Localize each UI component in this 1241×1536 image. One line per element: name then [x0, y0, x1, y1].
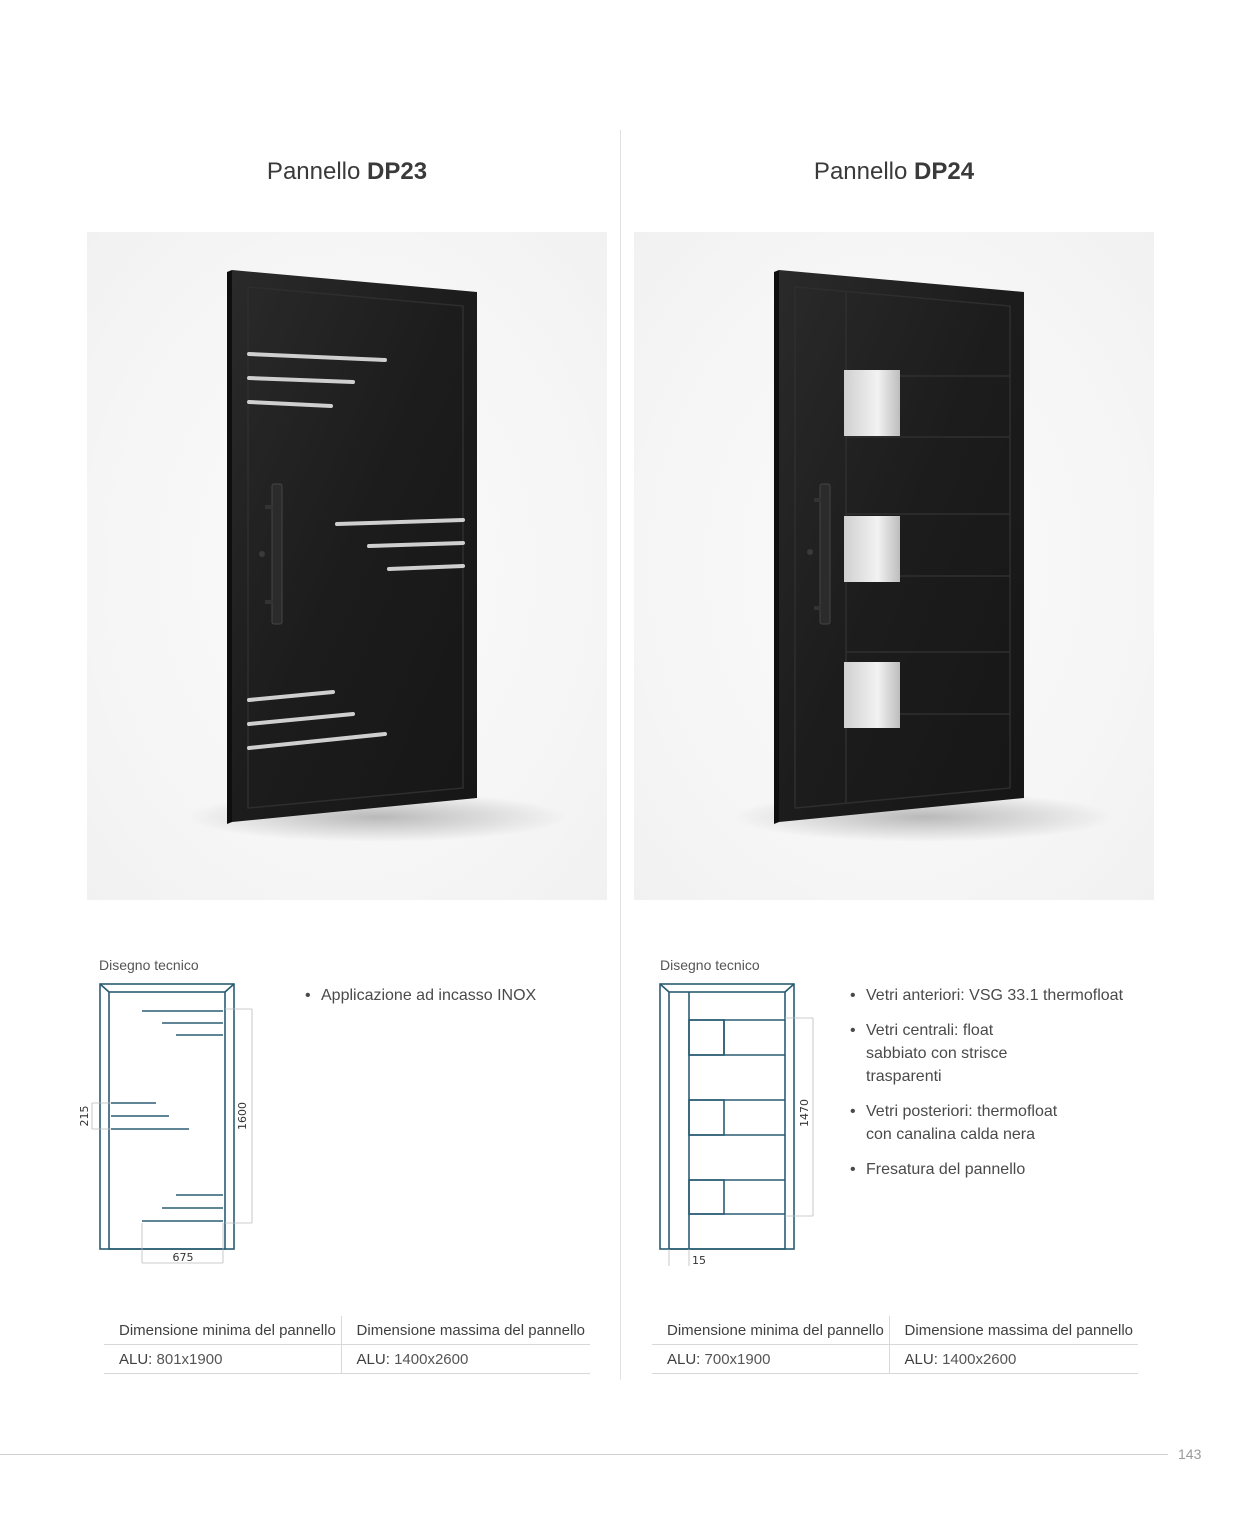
- dimension-table-dp23: [104, 1316, 590, 1374]
- min-dimension-cell: ALU: 801x1900: [104, 1345, 341, 1374]
- door-photo-dp23: [87, 232, 607, 900]
- dimension-table-dp24: [652, 1316, 1138, 1374]
- max-dimension-cell: ALU: 1400x2600: [341, 1345, 590, 1374]
- spec-item: • Applicazione ad incasso INOX: [303, 984, 583, 1007]
- dimension-margin-dp24: 15: [692, 1254, 706, 1267]
- drawing-caption-dp23: Disegno tecnico: [99, 957, 199, 973]
- min-dimension-header: Dimensione minima del pannello: [104, 1316, 341, 1345]
- page-number: 143: [1178, 1446, 1202, 1462]
- max-dimension-cell: ALU: 1400x2600: [889, 1345, 1138, 1374]
- footer-rule: [0, 1454, 1168, 1455]
- dimension-height-dp23: 1600: [236, 1102, 249, 1130]
- door-photo-dp24: [634, 232, 1154, 900]
- dimension-height-dp24: 1470: [798, 1099, 811, 1127]
- panel-title-dp23: Pannello DP23: [266, 158, 428, 185]
- spec-item: • Fresatura del pannello: [848, 1158, 1128, 1181]
- panel-title-dp24: Pannello DP24: [813, 158, 975, 185]
- spec-item: • Vetri centrali: float sabbiato con strisce trasparenti: [848, 1019, 1056, 1088]
- technical-drawing-dp23: [76, 978, 286, 1273]
- spec-list-dp24: [848, 984, 1128, 1193]
- max-dimension-header: Dimensione massima del pannello: [341, 1316, 590, 1345]
- spec-list-dp23: [303, 984, 583, 1019]
- spec-item: • Vetri posteriori: thermofloat con canalina calda nera: [848, 1100, 1076, 1146]
- min-dimension-cell: ALU: 700x1900: [652, 1345, 889, 1374]
- column-divider: [620, 130, 621, 1380]
- spec-item: • Vetri anteriori: VSG 33.1 thermofloat: [848, 984, 1128, 1007]
- drawing-caption-dp24: Disegno tecnico: [660, 957, 760, 973]
- min-dimension-header: Dimensione minima del pannello: [652, 1316, 889, 1345]
- max-dimension-header: Dimensione massima del pannello: [889, 1316, 1138, 1345]
- technical-drawing-dp24: [646, 978, 836, 1278]
- dimension-offset-dp23: 215: [78, 1105, 91, 1127]
- dimension-width-dp23: 675: [172, 1251, 194, 1264]
